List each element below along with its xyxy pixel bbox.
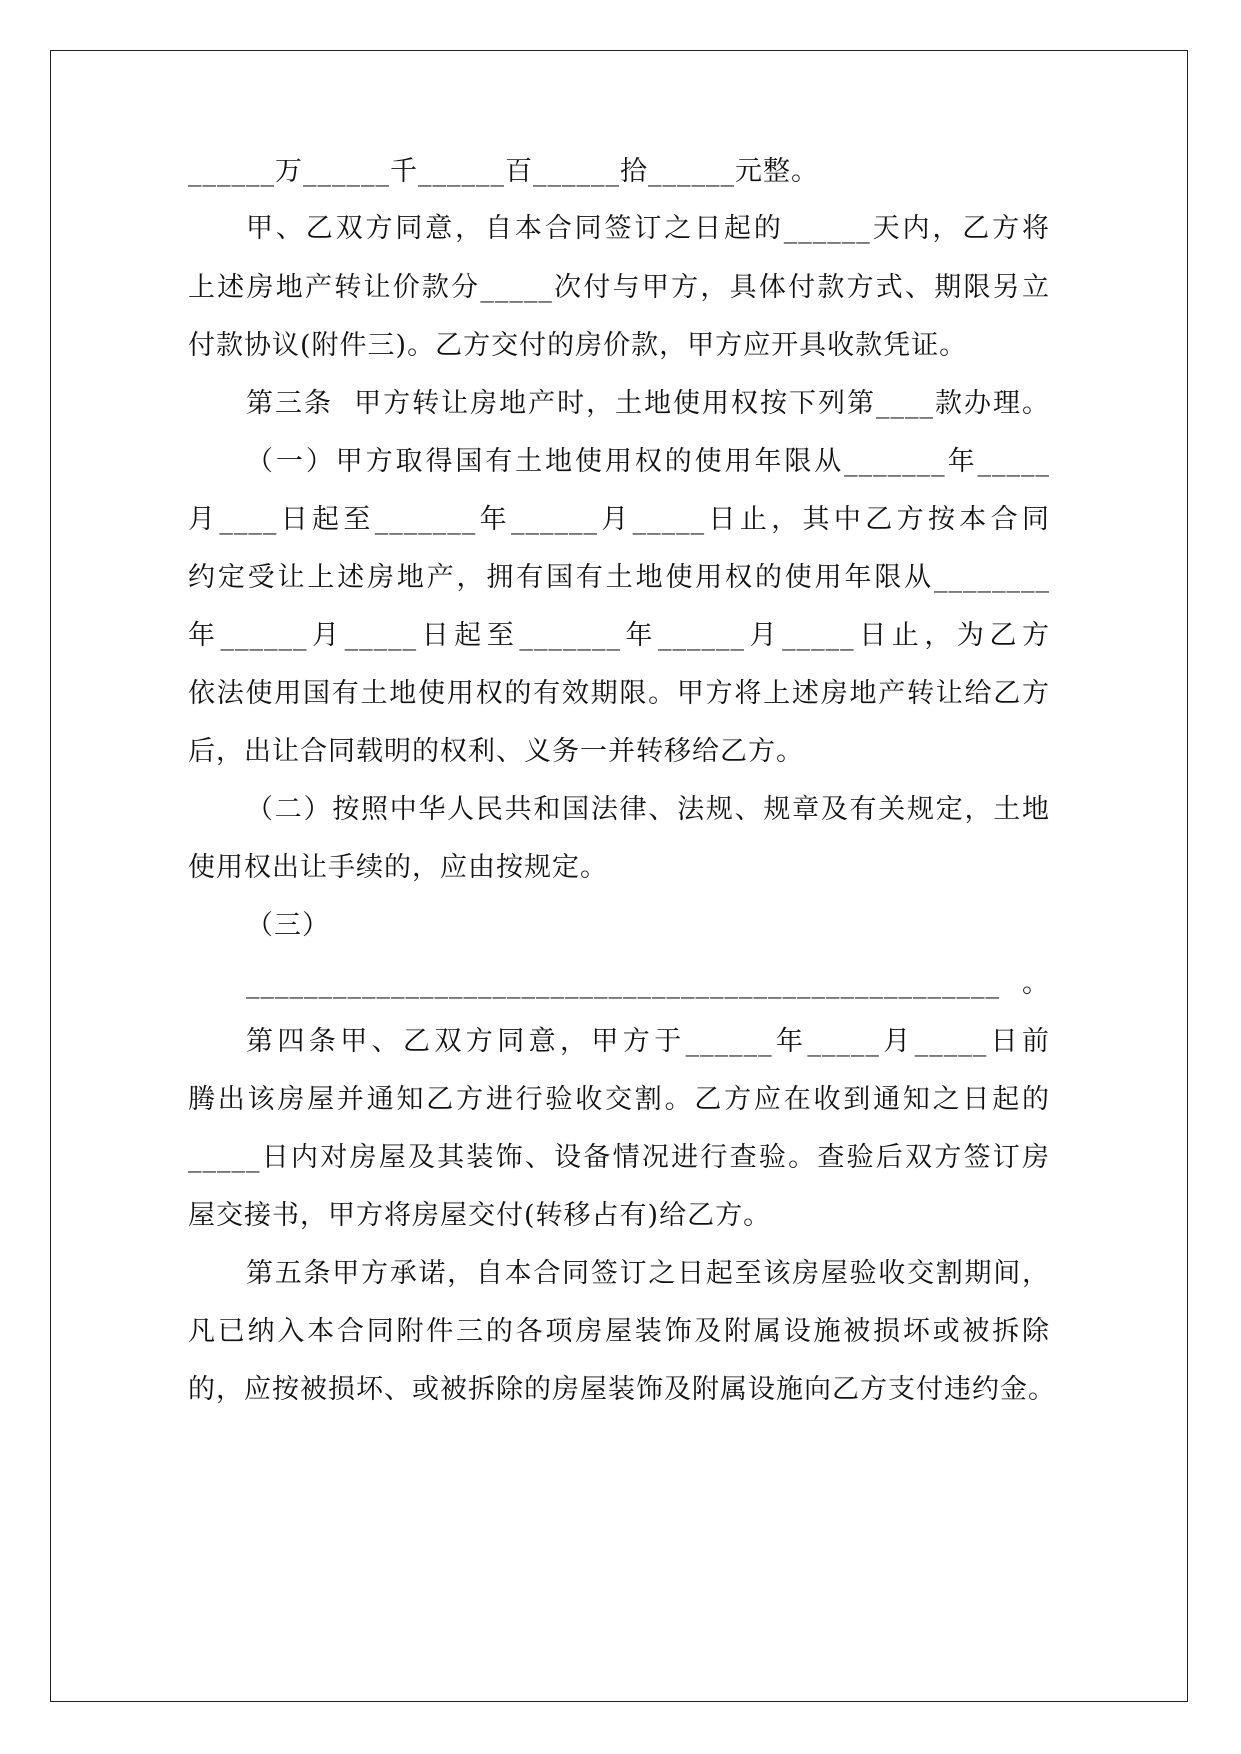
text-line: 腾出该房屋并通知乙方进行验收交割。乙方应在收到通知之日起的	[188, 1084, 1050, 1115]
text-line: _____日内对房屋及其装饰、设备情况进行查验。查验后双方签订房	[188, 1142, 1050, 1173]
text-line: 的，应按被损坏、或被拆除的房屋装饰及附属设施向乙方支付违约金。	[188, 1374, 1056, 1405]
text-line: 使用权出让手续的，应由按规定。	[188, 852, 608, 883]
text-line: 甲、乙双方同意，自本合同签订之日起的______天内，乙方将	[246, 213, 1050, 244]
text-line: 依法使用国有土地使用权的有效期限。甲方将上述房地产转让给乙方	[188, 678, 1050, 709]
text-line: 年______月_____日起至_______年______月_____日止，为乙方	[188, 620, 1050, 651]
item-3-label: （三）	[246, 910, 330, 941]
text-line: 付款协议(附件三)。乙方交付的房价款，甲方应开具收款凭证。	[188, 330, 968, 361]
text-line: （二）按照中华人民共和国法律、法规、规章及有关规定，土地	[246, 794, 1050, 825]
blank-line: ____________________________________________________。	[246, 968, 1050, 999]
text-line: 上述房地产转让价款分_____次付与甲方，具体付款方式、期限另立	[188, 272, 1050, 303]
text-line: 屋交接书，甲方将房屋交付(转移占有)给乙方。	[188, 1200, 772, 1231]
clause-5-heading: 第五条甲方承诺，自本合同签订之日起至该房屋验收交割期间，	[246, 1258, 1050, 1289]
text-line: 月____日起至_______年______月_____日止，其中乙方按本合同	[188, 504, 1050, 535]
clause-4-heading: 第四条甲、乙双方同意，甲方于______年_____月_____日前	[246, 1026, 1050, 1057]
text-line: （一）甲方取得国有土地使用权的使用年限从_______年_____	[246, 446, 1050, 477]
text-line: 后，出让合同载明的权利、义务一并转移给乙方。	[188, 736, 804, 767]
text-line: 凡已纳入本合同附件三的各项房屋装饰及附属设施被损坏或被拆除	[188, 1316, 1050, 1347]
clause-3-heading: 第三条 甲方转让房地产时，土地使用权按下列第____款办理。	[246, 388, 1050, 419]
text-line: 约定受让上述房地产，拥有国有土地使用权的使用年限从________	[188, 562, 1050, 593]
text-line-amount: ______万______千______百______拾______元整。	[188, 156, 819, 187]
